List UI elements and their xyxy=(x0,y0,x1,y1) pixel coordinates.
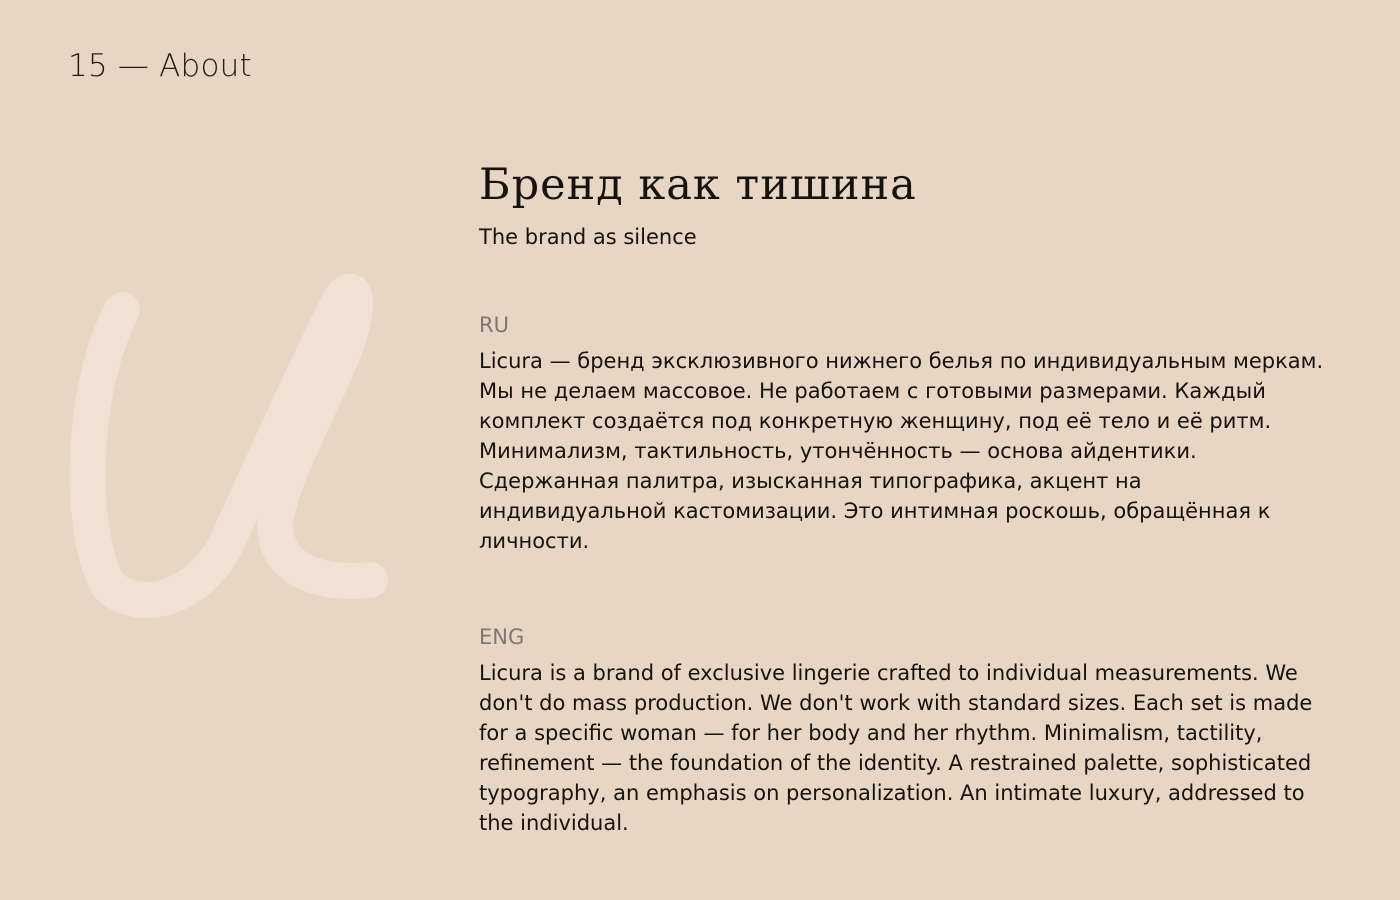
ru-language-label: RU xyxy=(479,313,509,337)
about-content xyxy=(479,158,1339,838)
page-title: Бренд как тишина xyxy=(479,160,917,210)
eng-language-label: ENG xyxy=(479,625,525,649)
eng-description-text: Licura is a brand of exclusive lingerie crafted to individual measurements. We don't do mass production. We don't work with standard sizes. Each set is made for a specific woman — for her body and her rhythm. Minimalism, tactility, refinement — the foundation of the identity. A restrained palette, sophisticated typography, an emphasis on personalization. An intimate luxury, addressed to the individual. xyxy=(479,661,1313,835)
page-subtitle: The brand as silence xyxy=(479,225,697,249)
page-number-label: 15 — About xyxy=(68,48,252,84)
ru-description-text: Licura — бренд эксклюзивного нижнего белья по индивидуальным меркам. Мы не делаем массовое. Не работаем с готовыми размерами. Каждый комплект создаётся под конкретную женщину, под её тело и её ритм. Минимализм, тактильность, утончённость — основа айдентики. Сдержанная палитра, изысканная типографика, акцент на индивидуальной кастомизации. Это интимная роскошь, обращённая к личности. xyxy=(479,349,1324,553)
script-l-monogram-icon xyxy=(60,270,410,630)
